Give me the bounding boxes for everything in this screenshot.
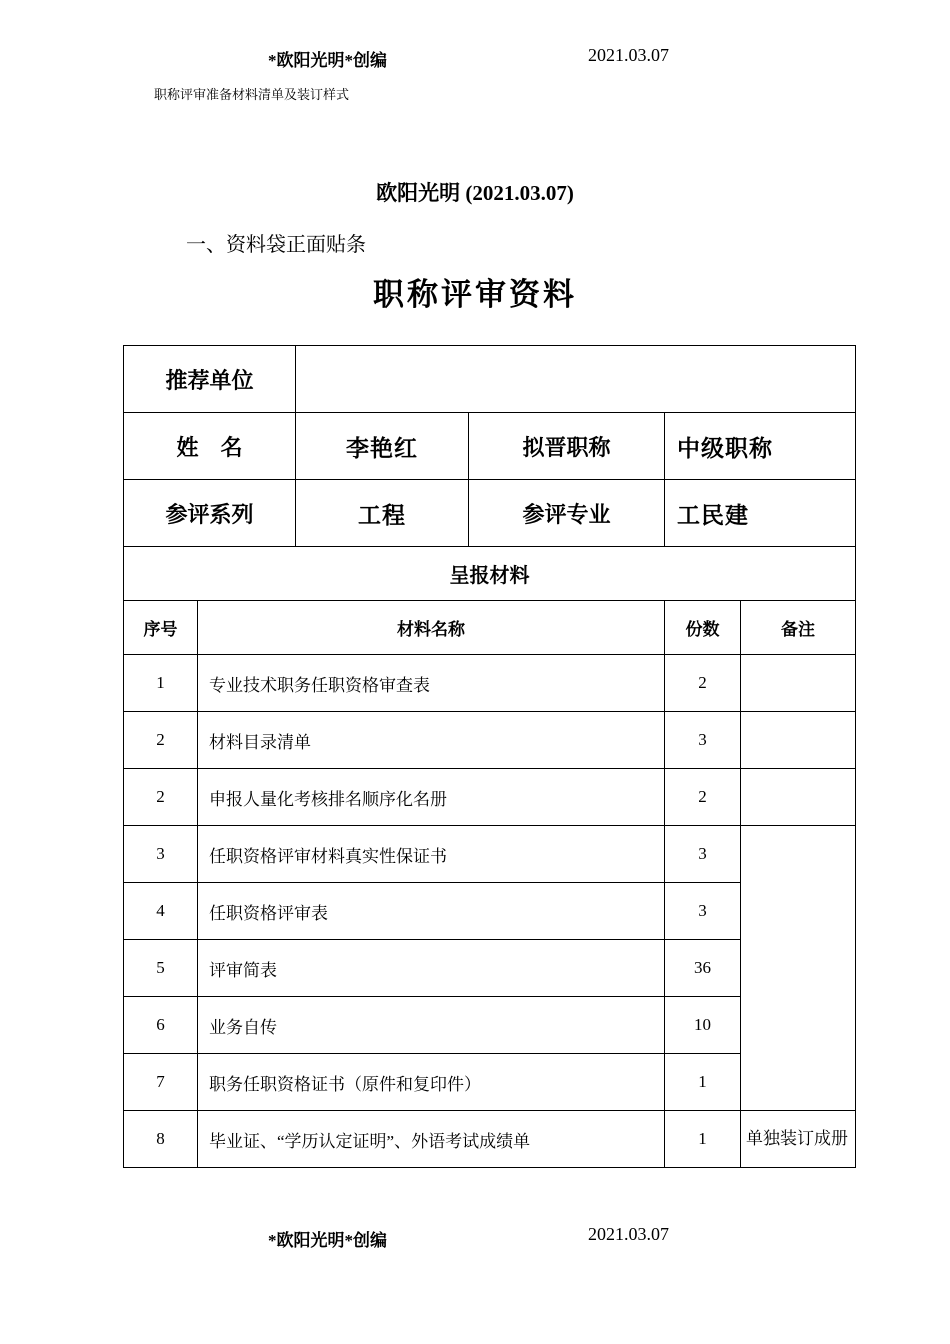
row-material-name: 申报人量化考核排名顺序化名册 xyxy=(198,769,665,826)
footer-date: 2021.03.07 xyxy=(588,1224,669,1244)
table-row xyxy=(124,480,856,547)
row-number: 4 xyxy=(124,883,198,940)
table-header-row xyxy=(124,601,856,655)
proposed-title-label: 拟晋职称 xyxy=(469,413,665,480)
col-header-no: 序号 xyxy=(124,601,198,655)
table-row xyxy=(124,346,856,413)
row-note xyxy=(741,769,856,826)
row-note-merged xyxy=(741,826,856,1111)
row-count: 36 xyxy=(665,940,741,997)
author-line: 欧阳光明 (2021.03.07) xyxy=(376,181,574,205)
table-row xyxy=(124,826,856,883)
materials-table xyxy=(123,345,856,1168)
row-material-name: 职务任职资格证书（原件和复印件） xyxy=(198,1054,665,1111)
row-note xyxy=(741,655,856,712)
table-row xyxy=(124,655,856,712)
page-title: 职称评审资料 xyxy=(373,277,577,312)
major-value: 工民建 xyxy=(665,480,856,547)
row-count: 1 xyxy=(665,1111,741,1168)
row-material-name: 毕业证、“学历认定证明”、外语考试成绩单 xyxy=(198,1111,665,1168)
name-label: 姓 名 xyxy=(124,413,296,480)
row-count: 10 xyxy=(665,997,741,1054)
series-value: 工程 xyxy=(296,480,469,547)
row-material-name: 评审简表 xyxy=(198,940,665,997)
section-title: 呈报材料 xyxy=(124,547,856,601)
row-material-name: 专业技术职务任职资格审查表 xyxy=(198,655,665,712)
row-count: 2 xyxy=(665,769,741,826)
header-date: 2021.03.07 xyxy=(588,45,669,65)
table-row xyxy=(124,413,856,480)
section-heading: 一、资料袋正面贴条 xyxy=(186,234,366,256)
table-row xyxy=(124,547,856,601)
row-number: 2 xyxy=(124,769,198,826)
row-material-name: 任职资格评审材料真实性保证书 xyxy=(198,826,665,883)
row-number: 2 xyxy=(124,712,198,769)
row-count: 3 xyxy=(665,883,741,940)
row-note: 单独装订成册 xyxy=(741,1111,856,1168)
series-label: 参评系列 xyxy=(124,480,296,547)
row-material-name: 任职资格评审表 xyxy=(198,883,665,940)
major-label: 参评专业 xyxy=(469,480,665,547)
row-number: 1 xyxy=(124,655,198,712)
row-count: 3 xyxy=(665,712,741,769)
table-row xyxy=(124,712,856,769)
row-note xyxy=(741,712,856,769)
table-row xyxy=(124,1111,856,1168)
footer-author: *欧阳光明*创编 xyxy=(268,1231,387,1250)
row-number: 8 xyxy=(124,1111,198,1168)
row-number: 6 xyxy=(124,997,198,1054)
recommend-unit-value xyxy=(296,346,856,413)
col-header-note: 备注 xyxy=(741,601,856,655)
name-value: 李艳红 xyxy=(296,413,469,480)
row-count: 1 xyxy=(665,1054,741,1111)
table-row xyxy=(124,769,856,826)
proposed-title-value: 中级职称 xyxy=(665,413,856,480)
row-count: 2 xyxy=(665,655,741,712)
row-material-name: 业务自传 xyxy=(198,997,665,1054)
col-header-name: 材料名称 xyxy=(198,601,665,655)
row-material-name: 材料目录清单 xyxy=(198,712,665,769)
row-number: 3 xyxy=(124,826,198,883)
row-number: 7 xyxy=(124,1054,198,1111)
row-count: 3 xyxy=(665,826,741,883)
recommend-unit-label: 推荐单位 xyxy=(124,346,296,413)
row-number: 5 xyxy=(124,940,198,997)
doc-subtitle: 职称评审准备材料清单及装订样式 xyxy=(154,87,350,102)
header-author: *欧阳光明*创编 xyxy=(268,51,387,70)
col-header-count: 份数 xyxy=(665,601,741,655)
